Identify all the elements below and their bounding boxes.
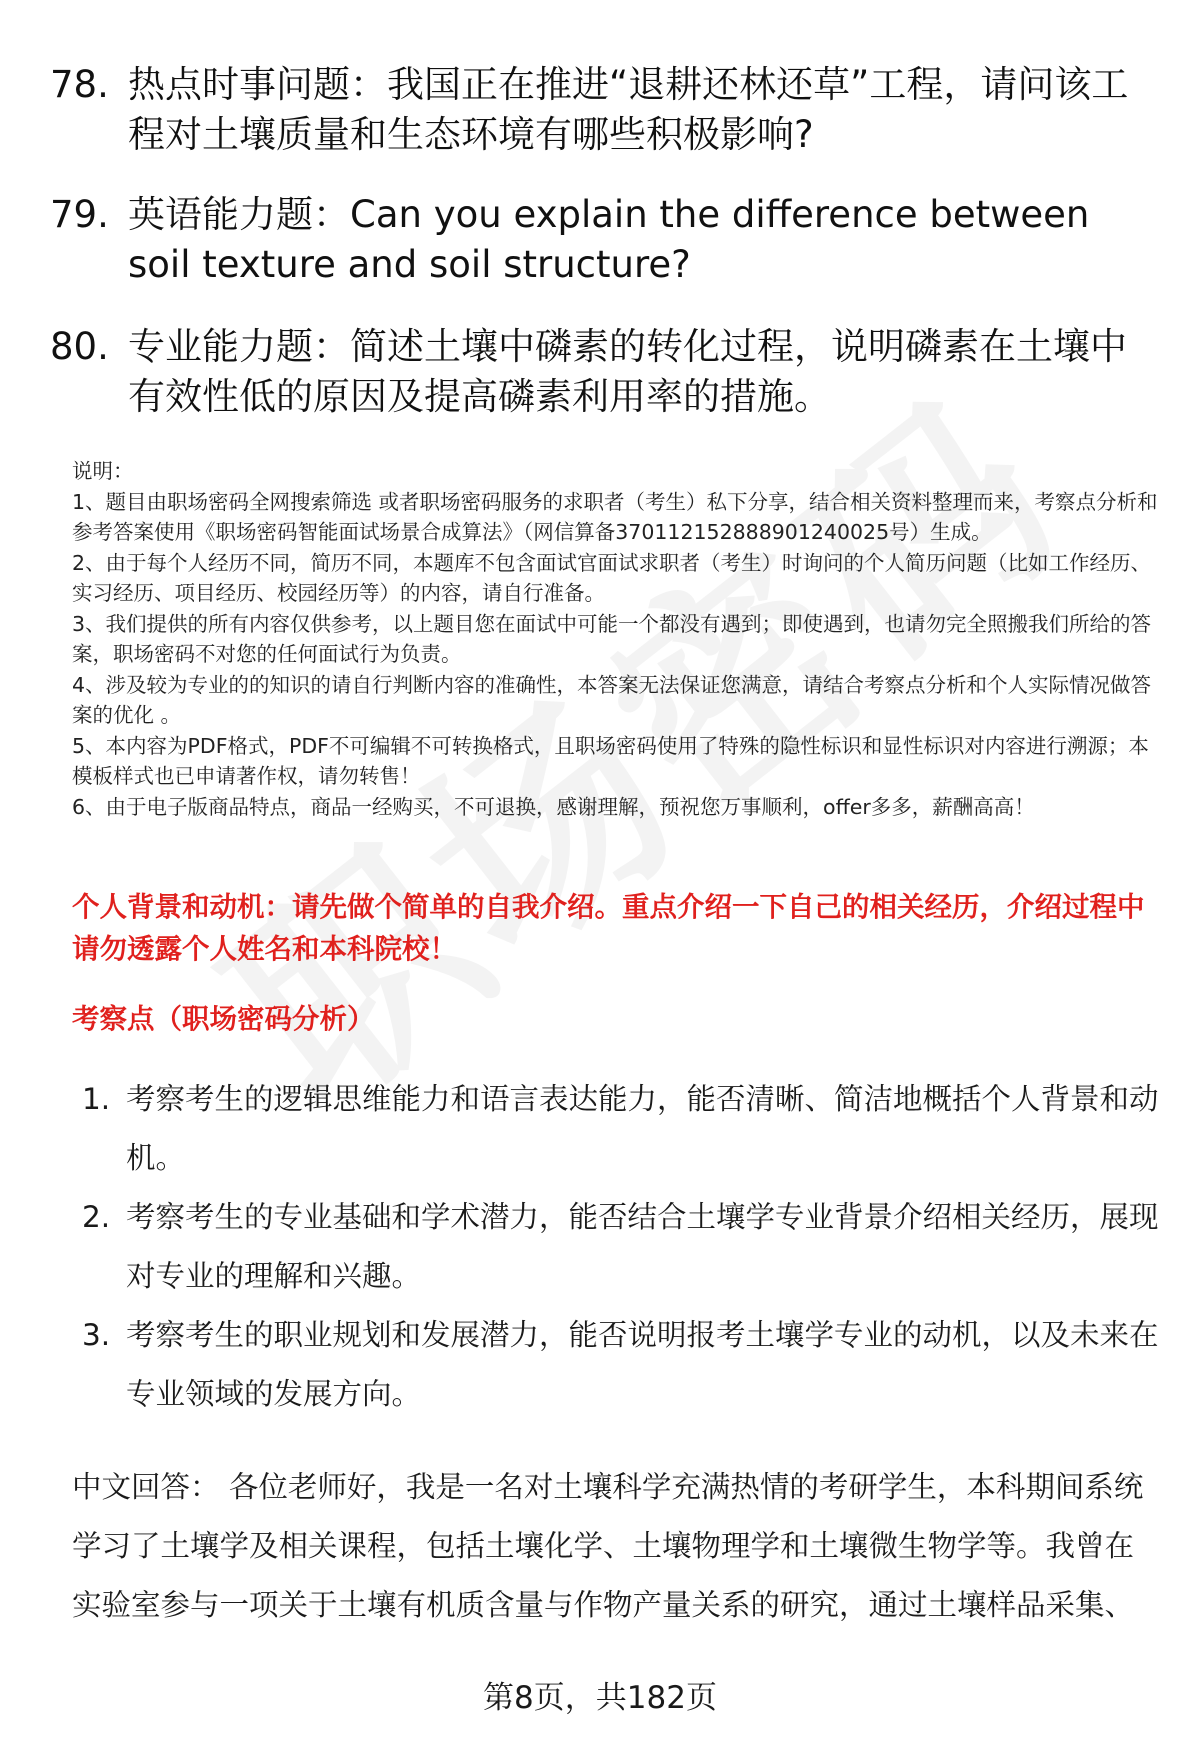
section-heading: 个人背景和动机：请先做个简单的自我介绍。重点介绍一下自己的相关经历，介绍过程中请勿透露个人姓名和本科院校！ (72, 891, 1145, 965)
question-78 (50, 60, 1160, 160)
question-number: 79. (50, 193, 109, 236)
question-number: 80. (50, 325, 109, 368)
note-item: 2、由于每个人经历不同，简历不同，本题库不包含面试官面试求职者（考生）时询问的个人简历问题（比如工作经历、实习经历、项目经历、校园经历等）的内容，请自行准备。 (72, 550, 1152, 605)
note-item: 3、我们提供的所有内容仅供参考，以上题目您在面试中可能一个都没有遇到；即使遇到，也请勿完全照搬我们所给的答案，职场密码不对您的任何面试行为负责。 (72, 611, 1152, 666)
question-text: 专业能力题：简述土壤中磷素的转化过程，说明磷素在土壤中有效性低的原因及提高磷素利用率的措施。 (128, 325, 1127, 418)
notes-section (72, 456, 1162, 822)
list-item (82, 1188, 1162, 1306)
question-80 (50, 322, 1160, 422)
note-item: 5、本内容为PDF格式，PDF不可编辑不可转换格式，且职场密码使用了特殊的隐性标识和显性标识对内容进行溯源；本模板样式也已申请著作权，请勿转售！ (72, 733, 1149, 788)
section-subheading: 考察点（职场密码分析） (72, 1003, 375, 1035)
point-text: 考察考生的职业规划和发展潜力，能否说明报考土壤学专业的动机，以及未来在专业领域的发展方向。 (126, 1318, 1159, 1411)
assessment-points (82, 1070, 1162, 1424)
point-number: 1. (82, 1082, 111, 1116)
point-text: 考察考生的专业基础和学术潜力，能否结合土壤学专业背景介绍相关经历，展现对专业的理解和兴趣。 (126, 1200, 1159, 1293)
note-item: 6、由于电子版商品特点，商品一经购买，不可退换，感谢理解，预祝您万事顺利，offer多多，薪酬高高！ (72, 794, 1035, 819)
point-number: 2. (82, 1200, 111, 1234)
point-number: 3. (82, 1318, 111, 1352)
page-number: 第8页，共182页 (483, 1680, 717, 1716)
list-item (82, 1306, 1162, 1424)
note-item: 1、题目由职场密码全网搜索筛选 或者职场密码服务的求职者（考生）私下分享，结合相关资料整理而来，考察点分析和参考答案使用《职场密码智能面试场景合成算法》（网信算备370112152888901240025号）生成。 (72, 489, 1158, 544)
answer-text: 中文回答： 各位老师好，我是一名对土壤科学充满热情的考研学生，本科期间系统学习了土壤学及相关课程，包括土壤化学、土壤物理学和土壤微生物学等。我曾在实验室参与一项关于土壤有机质含量与作物产量关系的研究，通过土壤样品采集、 (72, 1470, 1144, 1622)
question-text: 热点时事问题：我国正在推进“退耕还林还草”工程，请问该工程对土壤质量和生态环境有哪些积极影响? (128, 63, 1129, 156)
question-number: 78. (50, 63, 109, 106)
point-text: 考察考生的逻辑思维能力和语言表达能力，能否清晰、简洁地概括个人背景和动机。 (126, 1082, 1159, 1175)
notes-title: 说明： (72, 459, 134, 483)
question-79 (50, 190, 1160, 290)
question-text: 英语能力题：Can you explain the difference between soil texture and soil structure? (128, 193, 1090, 286)
note-item: 4、涉及较为专业的的知识的请自行判断内容的准确性，本答案无法保证您满意，请结合考察点分析和个人实际情况做答案的优化 。 (72, 672, 1152, 727)
list-item (82, 1070, 1162, 1188)
